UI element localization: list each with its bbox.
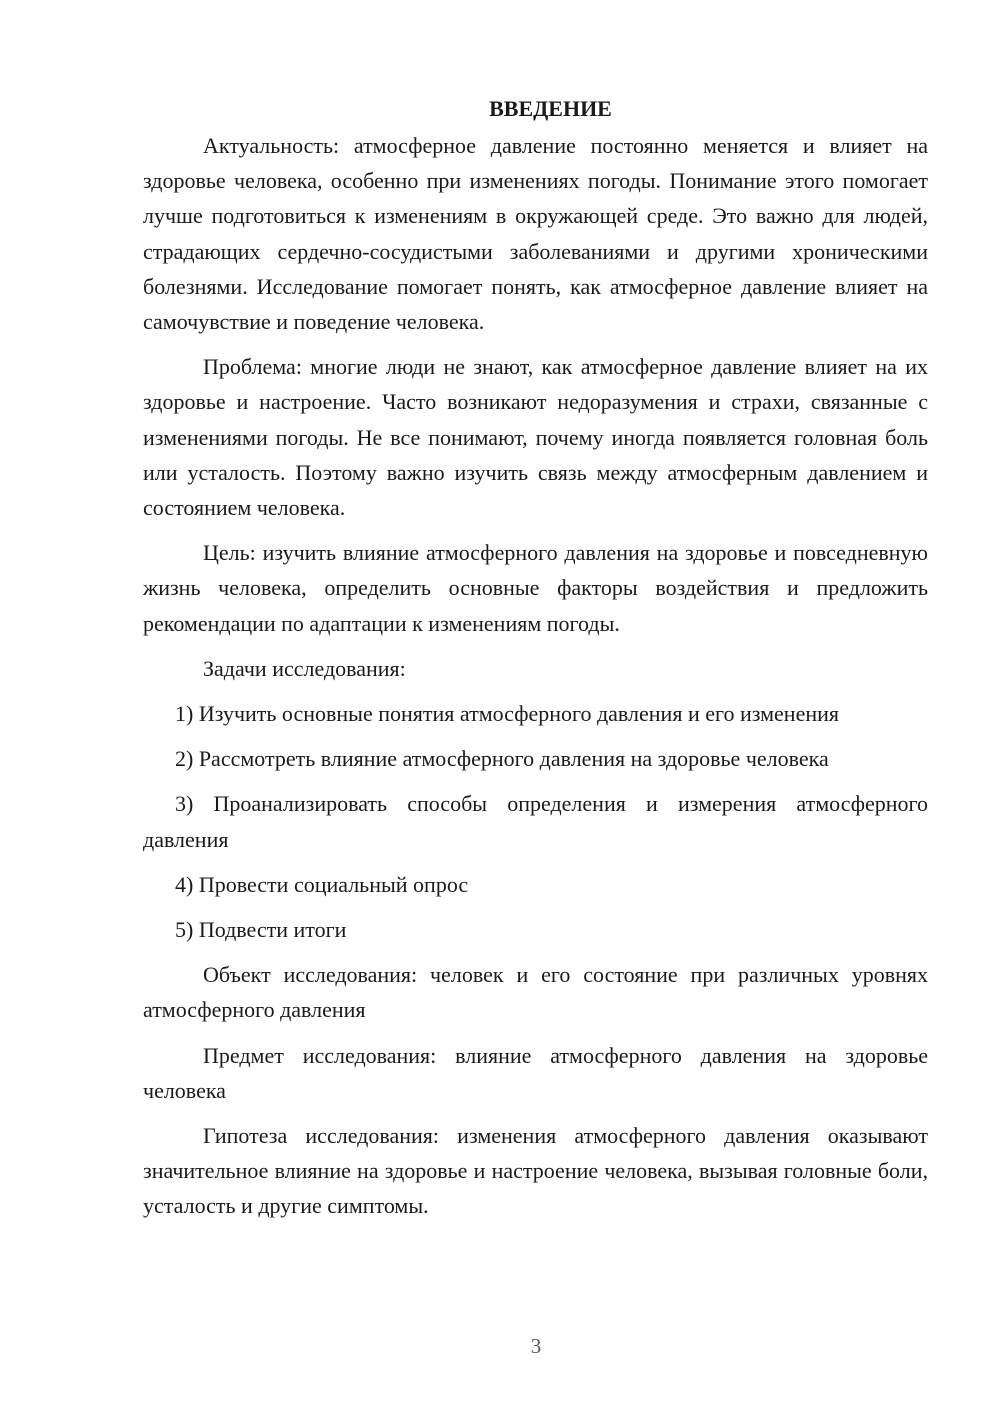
- task-item-3: 3) Проанализировать способы определения и измерения атмосферного давления: [143, 791, 928, 852]
- task-item-2: 2) Рассмотреть влияние атмосферного давления на здоровье человека: [175, 746, 829, 772]
- section-heading: ВВЕДЕНИЕ: [489, 96, 612, 121]
- task-item-1: 1) Изучить основные понятия атмосферного давления и его изменения: [175, 701, 839, 727]
- paragraph-subject: Предмет исследования: влияние атмосферного давления на здоровье человека: [143, 1042, 928, 1103]
- paragraph-hypothesis: Гипотеза исследования: изменения атмосферного давления оказывают значительное влияние на здоровье и настроение человека, вызывая головные боли, усталость и другие симптомы.: [143, 1123, 928, 1219]
- paragraph-problem: Проблема: многие люди не знают, как атмосферное давление влияет на их здоровье и настроение. Часто возникают недоразумения и страхи, связанные с изменениями погоды. Не все понимают, почему иногда появляется головная боль или усталость. Поэтому важно изучить связь между атмосферным давлением и состоянием человека.: [143, 354, 928, 521]
- tasks-title: Задачи исследования:: [203, 655, 406, 681]
- page-number: 3: [530, 1334, 542, 1358]
- task-item-4: 4) Провести социальный опрос: [175, 871, 469, 897]
- paragraph-relevance: Актуальность: атмосферное давление постоянно меняется и влияет на здоровье человека, особенно при изменениях погоды. Понимание этого помогает лучше подготовиться к изменениям в окружающей среде. Это важно для людей, страдающих сердечно-сосудистыми заболеваниями и другими хроническими болезнями. Исследование помогает понять, как атмосферное давление влияет на самочувствие и поведение человека.: [143, 133, 928, 335]
- document-page: [143, 92, 928, 1234]
- paragraph-goal: Цель: изучить влияние атмосферного давления на здоровье и повседневную жизнь человека, определить основные факторы воздействия и предложить рекомендации по адаптации к изменениям погоды.: [143, 540, 928, 636]
- task-item-5: 5) Подвести итоги: [175, 917, 347, 943]
- paragraph-object: Объект исследования: человек и его состояние при различных уровнях атмосферного давления: [143, 962, 928, 1023]
